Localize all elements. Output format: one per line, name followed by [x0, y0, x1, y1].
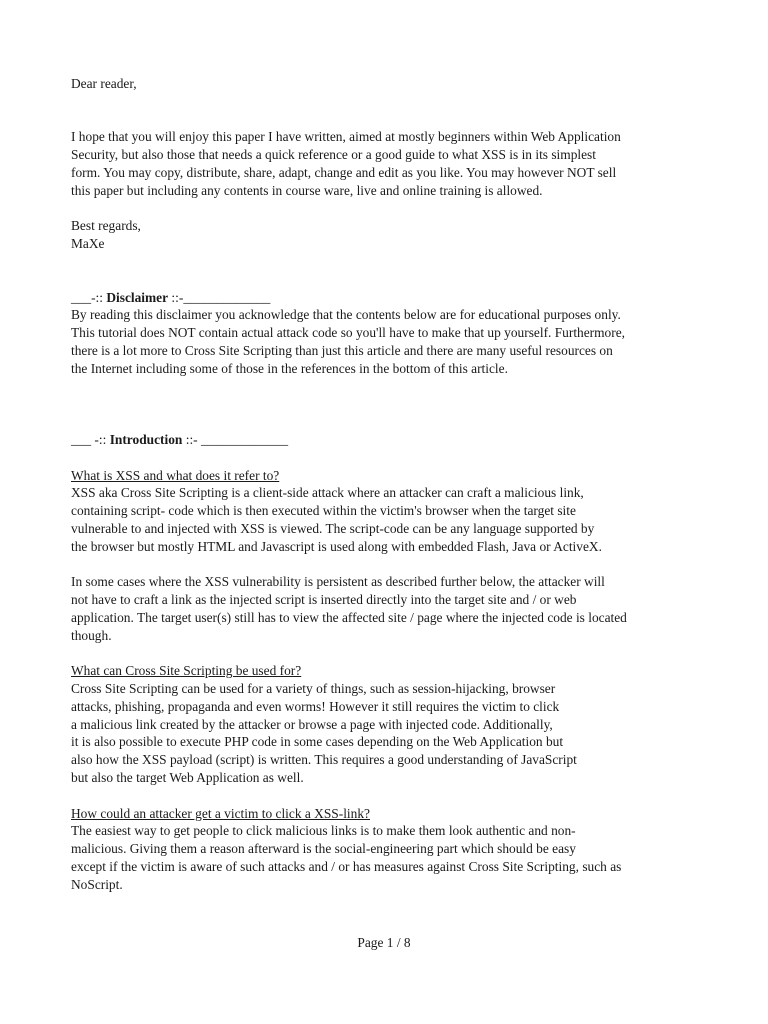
introduction-heading — [71, 431, 711, 449]
page-footer — [0, 934, 768, 952]
paragraph-line: there is a lot more to Cross Site Scripting than just this article and there are many useful resources on — [71, 342, 613, 358]
question-what-is-xss — [71, 467, 711, 556]
question-victim-click — [71, 805, 711, 894]
heading-title: Disclaimer — [106, 289, 169, 305]
disclaimer-section — [71, 289, 711, 378]
spacer — [71, 449, 711, 467]
page-number: Page 1 / 8 — [357, 935, 411, 950]
heading-prefix: ___-:: — [71, 289, 107, 305]
spacer — [71, 200, 711, 218]
paragraph-line: Cross Site Scripting can be used for a variety of things, such as session-hijacking, browser — [71, 681, 556, 697]
question-heading: What can Cross Site Scripting be used for? — [71, 663, 302, 679]
disclaimer-heading — [71, 289, 711, 307]
paragraph-line: application. The target user(s) still has to view the affected site / page where the injected code is located — [71, 609, 627, 625]
closing-author: MaXe — [71, 236, 105, 252]
paragraph-line: form. You may copy, distribute, share, adapt, change and edit as you like. You may however NOT sell — [71, 164, 617, 180]
paragraph-line: vulnerable to and injected with XSS is viewed. The script-code can be any language supported by — [71, 520, 595, 536]
paragraph-line: XSS aka Cross Site Scripting is a client-side attack where an attacker can craft a malicious link, — [71, 485, 584, 501]
closing-regards: Best regards, — [71, 218, 141, 234]
spacer — [71, 645, 711, 663]
paragraph-line: the Internet including some of those in the references in the bottom of this article. — [71, 360, 508, 376]
spacer — [71, 378, 711, 431]
paragraph-line: This tutorial does NOT contain actual attack code so you'll have to make that up yourself. Furthermore, — [71, 325, 626, 341]
paragraph-line: it is also possible to execute PHP code in some cases depending on the Web Application but — [71, 734, 564, 750]
paragraph-line: but also the target Web Application as well. — [71, 770, 304, 786]
document-page — [71, 75, 711, 894]
paragraph-line: I hope that you will enjoy this paper I have written, aimed at mostly beginners within Web Application — [71, 129, 621, 145]
spacer — [71, 253, 711, 289]
spacer — [71, 93, 711, 129]
paragraph-line: attacks, phishing, propaganda and even worms! However it still requires the victim to click — [71, 698, 560, 714]
paragraph-line: also how the XSS payload (script) is written. This requires a good understanding of JavaScript — [71, 752, 577, 768]
paragraph-line: except if the victim is aware of such attacks and / or has measures against Cross Site Scripting, such as — [71, 859, 622, 875]
paragraph-line: the browser but mostly HTML and Javascript is used along with embedded Flash, Java or ActiveX. — [71, 538, 602, 554]
paragraph-line: In some cases where the XSS vulnerability is persistent as described further below, the attacker will — [71, 574, 605, 590]
question-uses — [71, 662, 711, 787]
closing — [71, 217, 711, 253]
salutation: Dear reader, — [71, 76, 137, 91]
introduction-heading-block — [71, 431, 711, 449]
spacer — [71, 556, 711, 574]
question-heading: How could an attacker get a victim to click a XSS-link? — [71, 805, 370, 821]
persistent-xss-paragraph — [71, 573, 711, 644]
paragraph-line: Security, but also those that needs a quick reference or a good guide to what XSS is in its simplest — [71, 147, 596, 163]
heading-title: Introduction — [109, 431, 183, 447]
spacer — [71, 787, 711, 805]
paragraph-line: containing script- code which is then executed within the victim's browser when the target site — [71, 503, 576, 519]
paragraph-line: malicious. Giving them a reason afterward is the social-engineering part which should be easy — [71, 841, 576, 857]
paragraph-line: By reading this disclaimer you acknowledge that the contents below are for educational purposes only. — [71, 307, 621, 323]
question-heading: What is XSS and what does it refer to? — [71, 467, 280, 483]
paragraph-line: not have to craft a link as the injected script is inserted directly into the target site and / or web — [71, 592, 577, 608]
paragraph-line: though. — [71, 627, 112, 643]
heading-prefix: ___ -:: — [71, 431, 110, 447]
paragraph-line: The easiest way to get people to click malicious links is to make them look authentic and non- — [71, 823, 576, 839]
paragraph-line: a malicious link created by the attacker or browse a page with injected code. Additionally, — [71, 716, 553, 732]
paragraph-line: this paper but including any contents in course ware, live and online training is allowed. — [71, 182, 543, 198]
heading-suffix: ::-_____________ — [168, 289, 271, 305]
paragraph-line: NoScript. — [71, 876, 123, 892]
heading-suffix: ::- _____________ — [182, 431, 289, 447]
intro-paragraph — [71, 128, 711, 199]
